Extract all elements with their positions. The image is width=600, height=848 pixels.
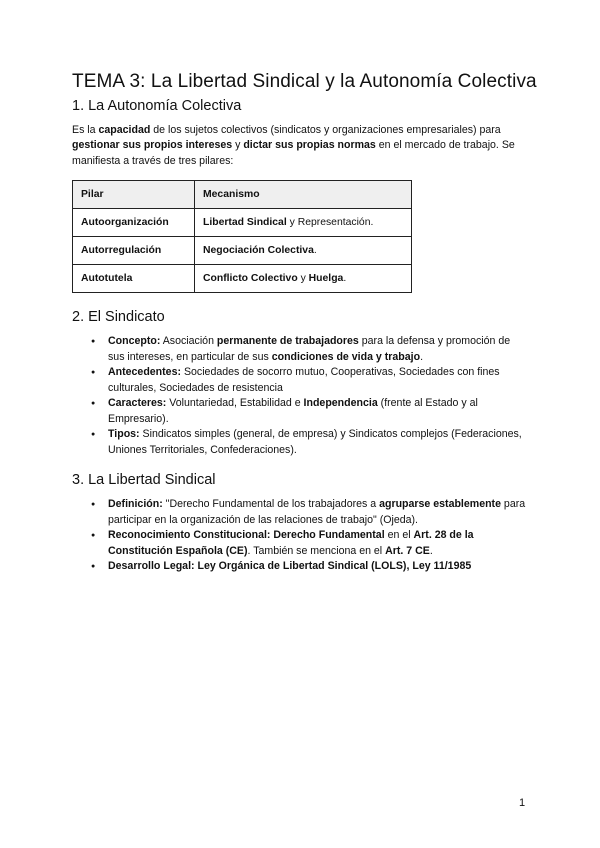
table-cell-pilar: Autoorganización xyxy=(73,209,195,237)
table-header-row xyxy=(73,181,412,209)
table-header-pilar: Pilar xyxy=(73,181,195,209)
table-row xyxy=(73,209,412,237)
table-header-mecanismo: Mecanismo xyxy=(195,181,412,209)
intro-paragraph xyxy=(72,123,528,169)
table-cell-pilar: Autorregulación xyxy=(73,237,195,265)
sindicato-list xyxy=(72,334,528,458)
text-run: para participar en la organización de las relaciones de trabajo" (Ojeda). xyxy=(108,498,526,526)
bold-text: capacidad xyxy=(98,124,151,136)
bold-text: Antecedentes: xyxy=(108,366,181,379)
list-item xyxy=(108,396,528,427)
text-run: en el mercado de trabajo. Se manifiesta a través de tres pilares: xyxy=(72,139,515,167)
bold-text: Negociación Colectiva xyxy=(203,245,314,257)
text-run: y Representación. xyxy=(286,217,374,229)
table-cell-pilar: Autotutela xyxy=(73,265,195,293)
table-row xyxy=(73,237,412,265)
bold-text: Reconocimiento Constitucional: Derecho Fundamental xyxy=(108,529,385,542)
list-item xyxy=(108,334,528,365)
list-item xyxy=(108,528,528,559)
section-heading-libertad: 3. La Libertad Sindical xyxy=(72,472,216,489)
text-run: Asociación xyxy=(160,335,217,348)
table-cell-mecanismo xyxy=(195,265,412,293)
table-cell-mecanismo xyxy=(195,237,412,265)
text-run: y xyxy=(297,273,309,285)
bold-text: Concepto: xyxy=(108,335,161,348)
text-run: Sociedades de socorro mutuo, Cooperativas, Sociedades con fines culturales, Sociedades de resistencia xyxy=(108,366,500,394)
text-run: en el xyxy=(384,529,414,542)
document-title: TEMA 3: La Libertad Sindical y la Autonomía Colectiva xyxy=(72,71,537,92)
text-run: y xyxy=(232,139,244,152)
bold-text: condiciones de vida y trabajo xyxy=(271,350,421,363)
bold-text: Huelga xyxy=(308,273,344,285)
text-run: para la defensa y promoción de sus intereses, en particular de sus xyxy=(108,335,511,363)
bold-text: Art. 7 CE xyxy=(385,544,430,557)
text-run: . xyxy=(429,544,433,557)
table-row xyxy=(73,265,412,293)
list-item xyxy=(108,427,528,458)
bold-text: gestionar sus propios intereses xyxy=(72,139,233,152)
bold-text: Art. 28 de la Constitución Española (CE) xyxy=(108,529,474,557)
bold-text: Desarrollo Legal: Ley Orgánica de Libertad Sindical (LOLS), Ley 11/1985 xyxy=(108,560,472,573)
text-run: Sindicatos simples (general, de empresa) y Sindicatos complejos (Federaciones, Uniones Territoriales, Confederaciones). xyxy=(108,428,522,456)
bold-text: Tipos: xyxy=(108,428,140,441)
page-number: 1 xyxy=(519,797,526,809)
pillars-table xyxy=(72,180,412,293)
bold-text: Definición: xyxy=(108,498,163,511)
bold-text: Caracteres: xyxy=(108,397,167,410)
bold-text: Independencia xyxy=(303,397,378,410)
bold-text: Conflicto Colectivo xyxy=(203,273,298,285)
text-run: . También se menciona en el xyxy=(247,544,386,557)
text-run: Voluntariedad, Estabilidad e xyxy=(166,397,304,410)
text-run: (frente al Estado y al Empresario). xyxy=(108,397,478,425)
text-run: de los sujetos colectivos (sindicatos y organizaciones empresariales) para xyxy=(150,124,501,136)
bold-text: Libertad Sindical xyxy=(203,217,287,229)
section-heading-autonomia: 1. La Autonomía Colectiva xyxy=(72,98,242,114)
document-page xyxy=(72,70,537,575)
text-run: Es la xyxy=(72,124,99,136)
text-run: . xyxy=(343,273,347,285)
list-item xyxy=(108,497,528,528)
text-run: . xyxy=(420,350,424,363)
list-item xyxy=(108,559,528,575)
libertad-list xyxy=(72,497,528,575)
section-heading-sindicato: 2. El Sindicato xyxy=(72,309,165,326)
table-cell-mecanismo xyxy=(195,209,412,237)
text-run: "Derecho Fundamental de los trabajadores a xyxy=(162,498,380,511)
text-run: . xyxy=(313,245,317,257)
bold-text: dictar sus propias normas xyxy=(243,139,376,152)
list-item xyxy=(108,365,528,396)
bold-text: agruparse establemente xyxy=(379,498,501,511)
bold-text: permanente de trabajadores xyxy=(216,335,359,348)
